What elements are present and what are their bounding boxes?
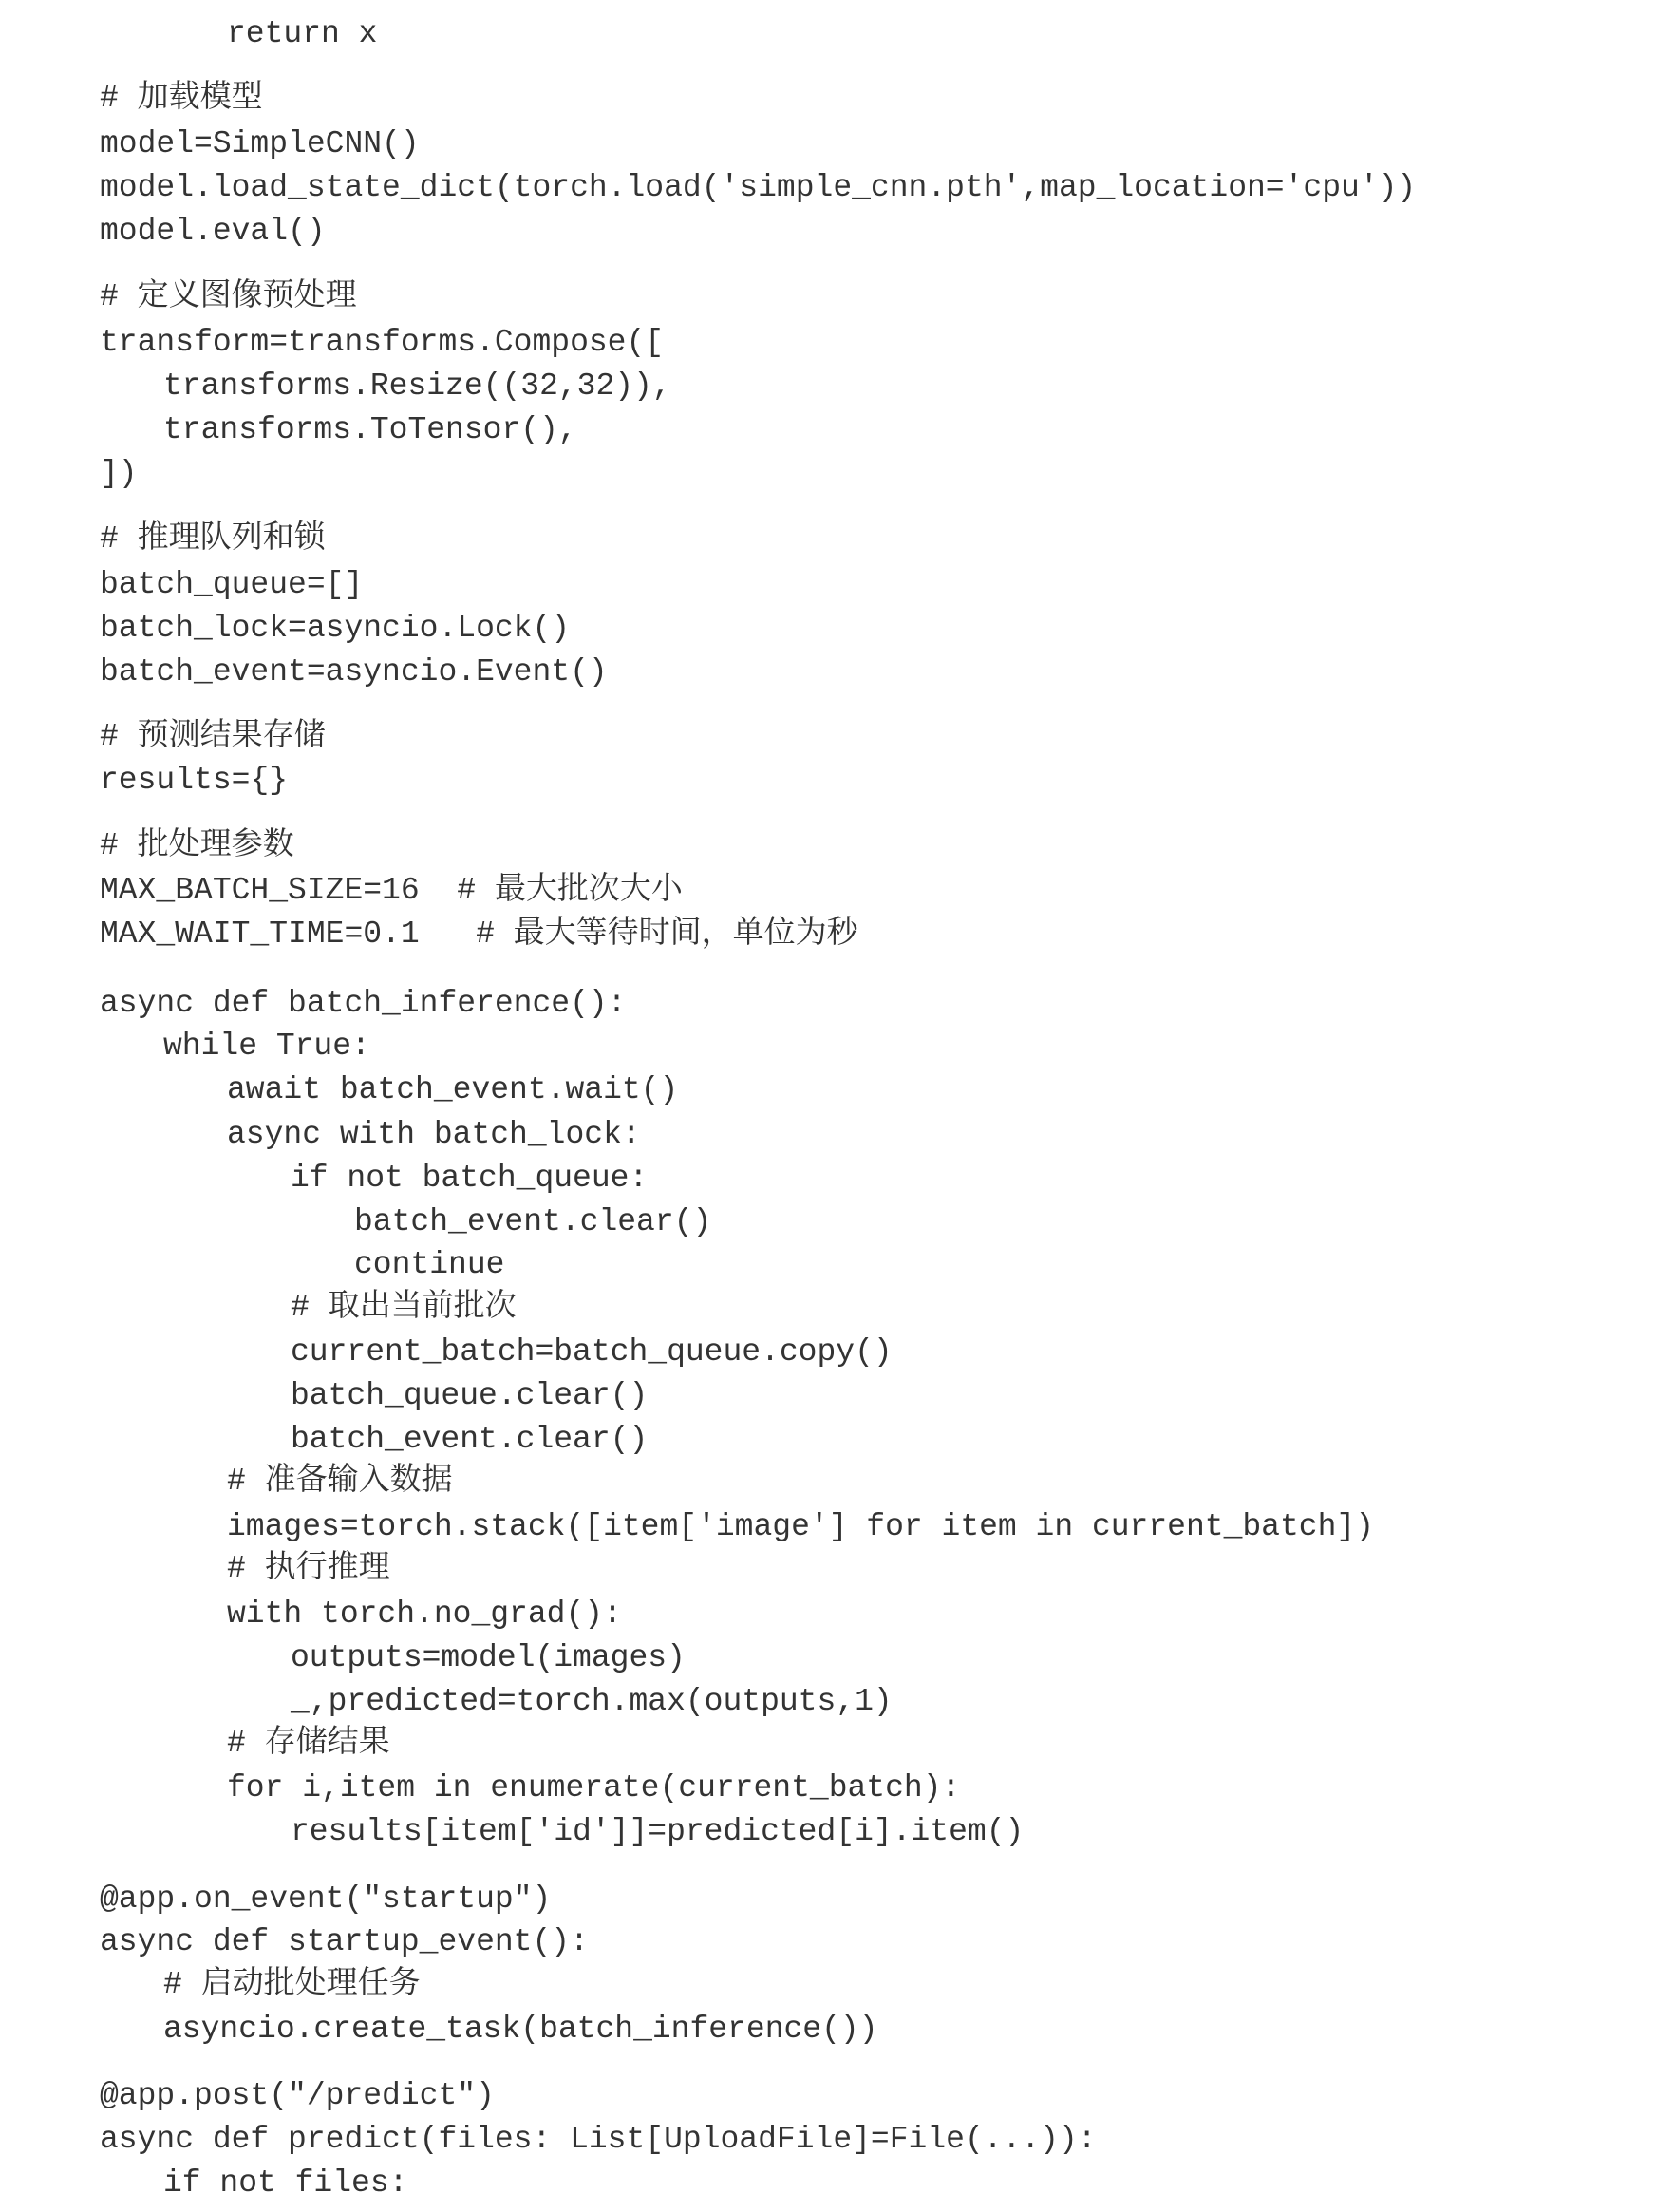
code-line: while True: [163,1029,370,1064]
code-line: results[item['id']]=predicted[i].item() [291,1814,1025,1849]
code-line: MAX_BATCH_SIZE=16 # 最大批次大小 [100,873,683,908]
code-line: async with batch_lock: [227,1117,641,1152]
code-comment-line: # 预测结果存储 [100,719,326,754]
code-line: images=torch.stack([item['image'] for item in current_batch]) [227,1509,1374,1544]
code-line: for i,item in enumerate(current_batch): [227,1770,961,1806]
code-line: current_batch=batch_queue.copy() [291,1334,893,1370]
code-line: batch_event.clear() [291,1422,649,1457]
code-comment-line: # 执行推理 [227,1551,390,1586]
code-line: model=SimpleCNN() [100,126,420,161]
code-line: batch_queue=[] [100,567,364,602]
code-comment-line: # 存储结果 [227,1726,390,1761]
code-line: with torch.no_grad(): [227,1597,622,1632]
code-line: async def startup_event(): [100,1924,589,1959]
code-line: outputs=model(images) [291,1640,686,1675]
code-line: batch_event.clear() [354,1204,712,1239]
code-line: asyncio.create_task(batch_inference()) [163,2012,878,2047]
code-line: @app.on_event("startup") [100,1881,552,1917]
code-line: @app.post("/predict") [100,2078,495,2113]
code-line: _,predicted=torch.max(outputs,1) [291,1684,893,1719]
code-comment-line: # 准备输入数据 [227,1464,453,1499]
code-comment-line: # 定义图像预处理 [100,279,357,314]
code-line: await batch_event.wait() [227,1072,679,1107]
code-line: async def batch_inference(): [100,986,627,1021]
code-line: return x [227,16,378,51]
code-comment-line: # 启动批处理任务 [163,1967,421,2002]
code-line: async def predict(files: List[UploadFile]=File(...)): [100,2122,1097,2157]
code-comment-line: # 批处理参数 [100,828,294,863]
code-line: model.eval() [100,214,326,249]
code-line: MAX_WAIT_TIME=0.1 # 最大等待时间，单位为秒 [100,917,858,952]
code-line: if not files: [163,2165,408,2201]
code-line: transform=transforms.Compose([ [100,325,665,360]
code-line: ]) [100,456,138,491]
code-line: batch_lock=asyncio.Lock() [100,611,571,646]
code-line: batch_event=asyncio.Event() [100,654,608,690]
code-line: continue [354,1247,505,1282]
code-comment-line: # 加载模型 [100,81,263,116]
code-line: transforms.Resize((32,32)), [163,369,671,404]
code-line: if not batch_queue: [291,1161,649,1196]
code-comment-line: # 取出当前批次 [291,1290,517,1325]
code-line: transforms.ToTensor(), [163,412,577,447]
code-line: model.load_state_dict(torch.load('simple_cnn.pth',map_location='cpu')) [100,170,1417,205]
code-document [100,0,1619,2212]
code-comment-line: # 推理队列和锁 [100,521,326,557]
code-line: batch_queue.clear() [291,1378,649,1413]
code-line: results={} [100,763,289,798]
